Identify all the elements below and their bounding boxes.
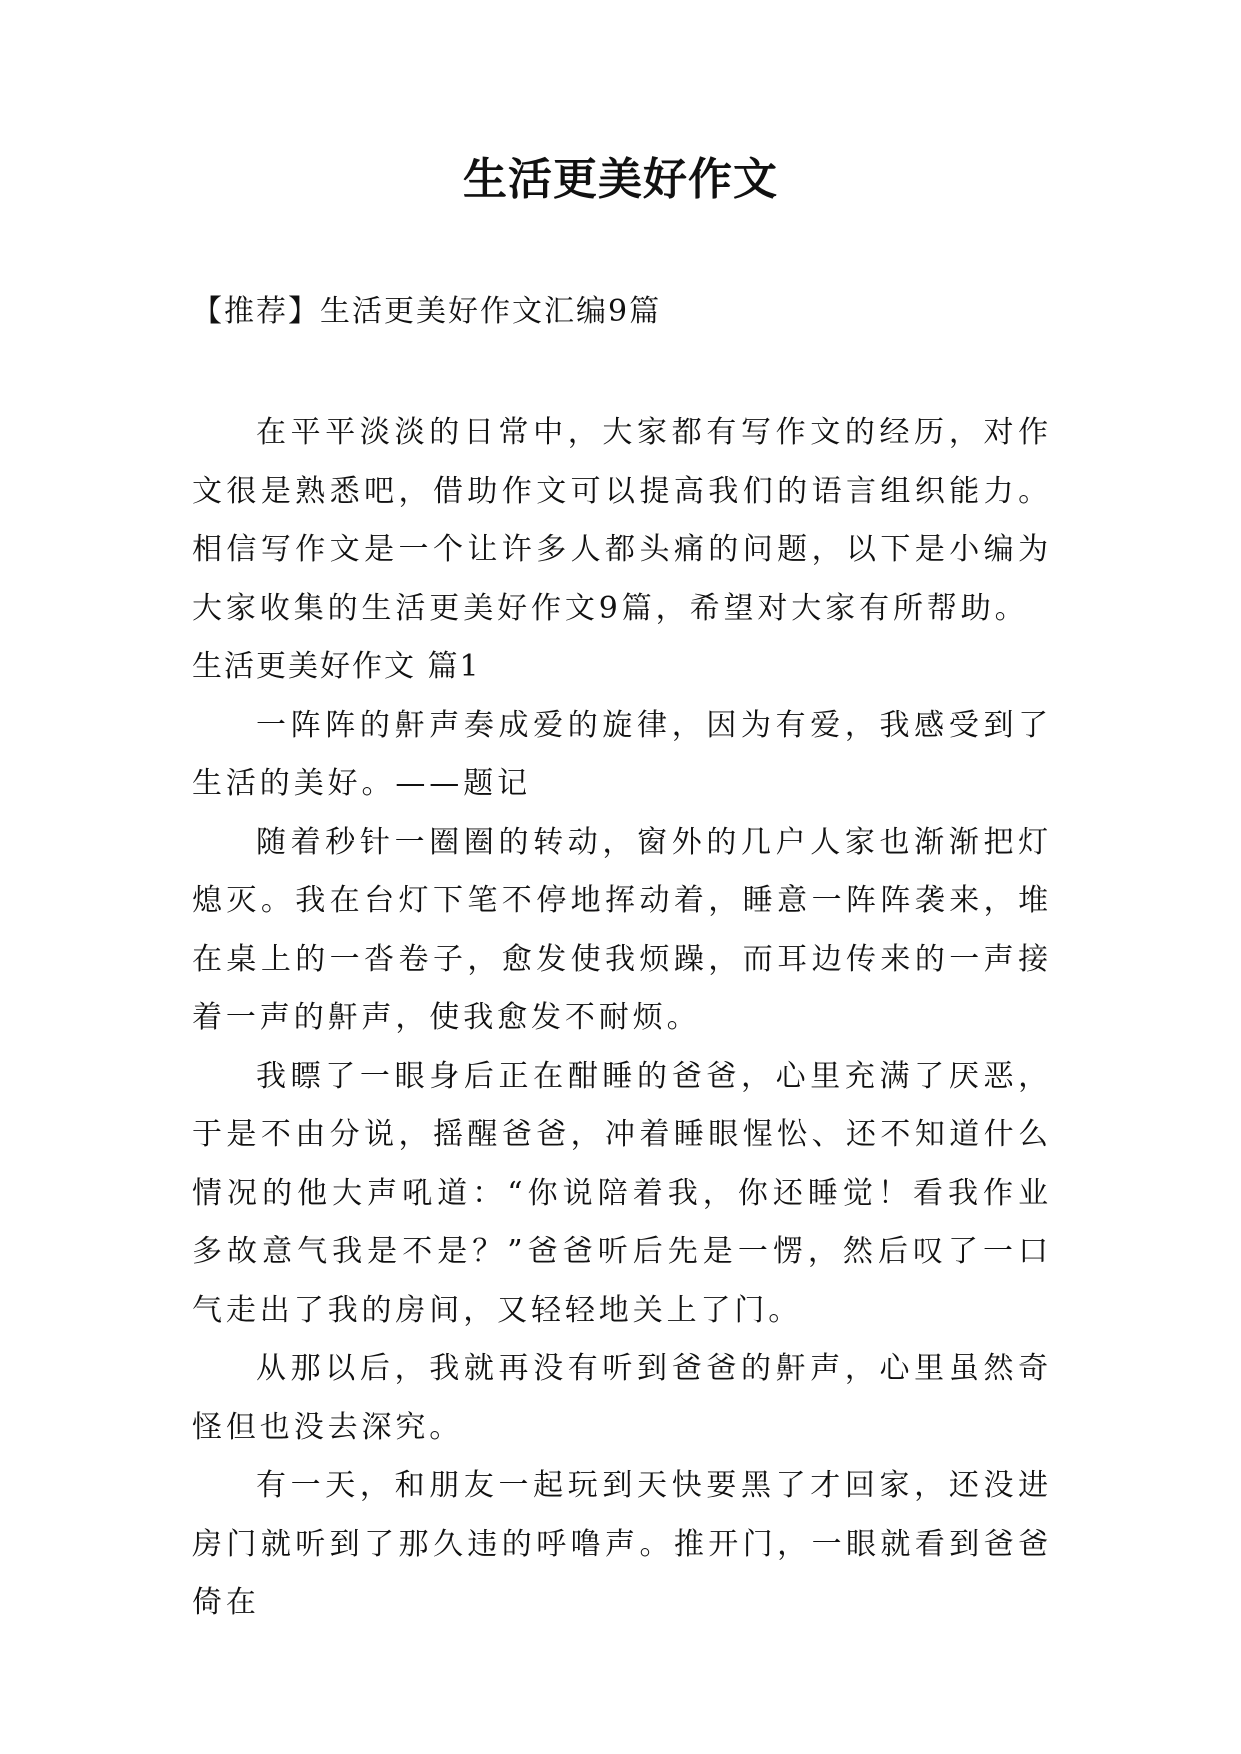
body-paragraph-4: 从那以后，我就再没有听到爸爸的鼾声，心里虽然奇怪但也没去深究。 — [192, 1351, 1052, 1445]
intro-paragraph: 在平平淡淡的日常中，大家都有写作文的经历，对作文很是熟悉吧，借助作文可以提高我们的语言组织能力。相信写作文是一个让许多人都头痛的问题，以下是小编为大家收集的生活更美好作文9篇，希望对大家有所帮助。 — [192, 415, 1052, 626]
body-paragraph-5: 有一天，和朋友一起玩到天快要黑了才回家，还没进房门就听到了那久违的呼噜声。推开门，一眼就看到爸爸倚在 — [192, 1468, 1052, 1620]
document-subtitle: 【推荐】生活更美好作文汇编9篇 — [192, 294, 662, 329]
document-body — [192, 404, 1052, 1633]
section-heading-1: 生活更美好作文 篇1 — [192, 649, 481, 684]
body-paragraph-1: 一阵阵的鼾声奏成爱的旋律，因为有爱，我感受到了生活的美好。——题记 — [192, 707, 1052, 801]
document-title: 生活更美好作文 — [463, 154, 778, 205]
body-paragraph-3: 我瞟了一眼身后正在酣睡的爸爸，心里充满了厌恶，于是不由分说，摇醒爸爸，冲着睡眼惺忪、还不知道什么情况的他大声吼道：“你说陪着我，你还睡觉！看我作业多故意气我是不是？”爸爸听后先是一愣，然后叹了一口气走出了我的房间，又轻轻地关上了门。 — [192, 1058, 1052, 1328]
body-paragraph-2: 随着秒针一圈圈的转动，窗外的几户人家也渐渐把灯熄灭。我在台灯下笔不停地挥动着，睡意一阵阵袭来，堆在桌上的一沓卷子，愈发使我烦躁，而耳边传来的一声接着一声的鼾声，使我愈发不耐烦。 — [192, 824, 1052, 1035]
